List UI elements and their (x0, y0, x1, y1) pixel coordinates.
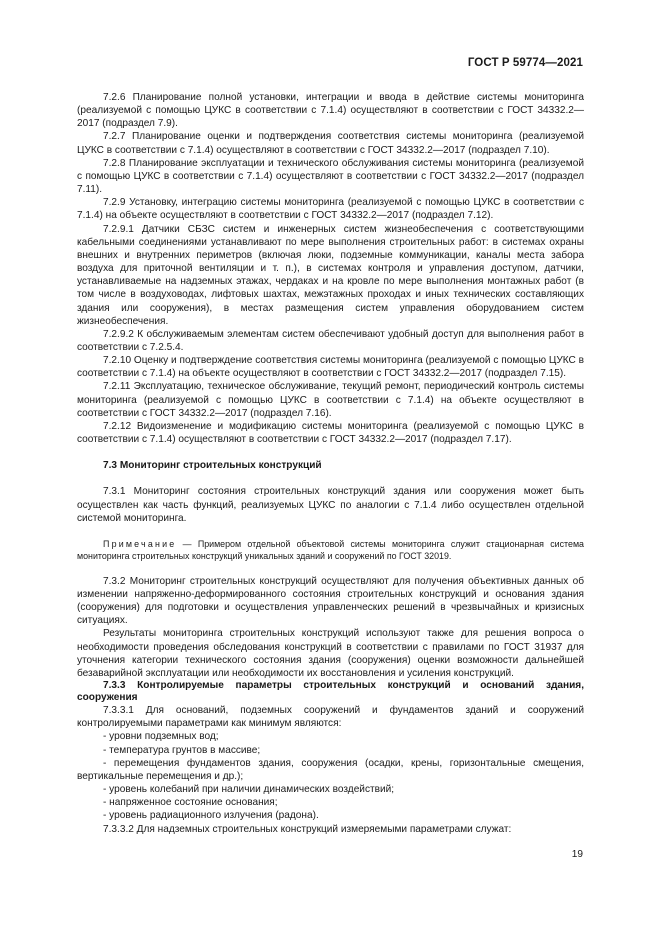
clause-7-2-12: 7.2.12 Видоизменение и модификацию системы мониторинга (реализуемой с помощью ЦУКС в соответствии с 7.1.4) осуществляют в соответствии с ГОСТ 34332.2—2017 (подраздел 7.17). (77, 420, 584, 446)
list-item: - перемещения фундаментов здания, сооружения (осадки, крены, горизонтальные смещения, вертикальные перемещения и др.); (77, 757, 584, 782)
document-id-header: ГОСТ Р 59774—2021 (467, 57, 583, 69)
list-item: - температура грунтов в массиве; (103, 744, 261, 756)
clause-7-2-11: 7.2.11 Эксплуатацию, техническое обслуживание, текущий ремонт, периодический контроль системы мониторинга (реализуемой с помощью ЦУКС в соответствии с 7.1.4) на объекте осуществляют в соответствии с ГОСТ 34332.2—2017 (подраздел 7.16). (77, 381, 584, 419)
clause-7-3-1: 7.3.1 Мониторинг состояния строительных конструкций здания или сооружения может быть осуществлен как часть функций, реализуемых ЦУКС по аналогии с 7.1.4 либо осуществлен отдельной системой мониторинга. (77, 486, 584, 524)
list-item: - уровень радиационного излучения (радона). (103, 810, 319, 822)
clause-7-3-3-2: 7.3.3.2 Для надземных строительных конструкций измеряемыми параметрами служат: (103, 823, 512, 835)
section-heading-7-3: 7.3 Мониторинг строительных конструкций (103, 460, 322, 472)
clause-7-3-3-1: 7.3.3.1 Для оснований, подземных сооружений и фундаментов зданий и сооружений контролируемыми параметрами как минимум являются: (77, 705, 584, 730)
clause-7-2-7: 7.2.7 Планирование оценки и подтверждения соответствия системы мониторинга (реализуемой ЦУКС в соответствии с 7.1.4) осуществляют в соответствии с ГОСТ 34332.2—2017 (подраздел 7.10). (77, 131, 584, 156)
clause-7-2-9-2: 7.2.9.2 К обслуживаемым элементам систем обеспечивают удобный доступ для выполнения работ в соответствии с 7.2.5.4. (77, 328, 584, 353)
note (77, 538, 584, 562)
parameter-list (77, 730, 584, 822)
list-item: - уровни подземных вод; (103, 731, 219, 743)
clause-7-2-8: 7.2.8 Планирование эксплуатации и технического обслуживания системы мониторинга (реализуемой с помощью ЦУКС в соответствии с 7.1.4) осуществляют в соответствии с ГОСТ 34332.2—2017 (подраздел 7.11). (77, 157, 584, 196)
clause-7-2-9: 7.2.9 Установку, интеграцию системы мониторинга (реализуемой с помощью ЦУКС в соответствии с 7.1.4) на объекте осуществляют в соответствии с ГОСТ 34332.2—2017 (подраздел 7.12). (77, 197, 584, 222)
clause-7-3-2-results: Результаты мониторинга строительных конструкций используют также для решения вопроса о необходимости проведения обследования конструкций в соответствии с правилами по ГОСТ 31937 для уточнения категории технического состояния здания (сооружения) оценки возможности дальнейшей безаварийной эксплуатации или необходимости их восстановления и усиления конструкций. (77, 628, 584, 679)
list-item: - уровень колебаний при наличии динамических воздействий; (103, 784, 395, 796)
list-item: - напряженное состояние основания; (103, 797, 278, 809)
clause-7-2-6: 7.2.6 Планирование полной установки, интеграции и ввода в действие системы мониторинга (реализуемой с помощью ЦУКС в соответствии с 7.1.4) осуществляют в соответствии с ГОСТ 34332.2—2017 (подраздел 7.9). (77, 92, 584, 130)
section-heading-7-3-3: 7.3.3 Контролируемые параметры строительных конструкций и оснований здания, сооружения (77, 680, 584, 704)
clause-7-2-9-1: 7.2.9.1 Датчики СБЗС систем и инженерных систем жизнеобеспечения с соответствующими кабельными соединениями устанавливают по мере выполнения строительных работ: в системах охраны внешних и внутренних периметров (включая люки, подземные коммуникации, каналы места забора воздуха для приточной вентиляции и т. п.), в системах контроля и управления доступом, датчики, устанавливаемые на надземных этажах, чердаках и на кровле по мере выполнения монтажных работ (в том числе в воздуховодах, лифтовых шахтах, межэтажных проходах и иных технических составляющих здания или сооружения), в местах размещения систем управления оборудованием систем жизнеобеспечения. (77, 223, 584, 327)
clause-7-3-2: 7.3.2 Мониторинг строительных конструкций осуществляют для получения объективных данных об изменении напряженно-деформированного состояния строительных конструкций и основания здания (сооружения) для подготовки и осуществления управленческих решений в чрезвычайных и кризисных ситуациях. (77, 575, 584, 627)
note-label: Примечание (103, 538, 177, 549)
document-body (77, 91, 584, 836)
page-number: 19 (571, 849, 583, 860)
note-text: — Примером отдельной объектовой системы мониторинга служит стационарная система мониторинга строительных конструкций уникальных зданий и сооружений по ГОСТ 32019. (77, 538, 584, 561)
clause-7-2-10: 7.2.10 Оценку и подтверждение соответствия системы мониторинга (реализуемой с помощью ЦУКС в соответствии с 7.1.4) на объекте осуществляют в соответствии с ГОСТ 34332.2—2017 (подраздел 7.15). (77, 355, 584, 380)
